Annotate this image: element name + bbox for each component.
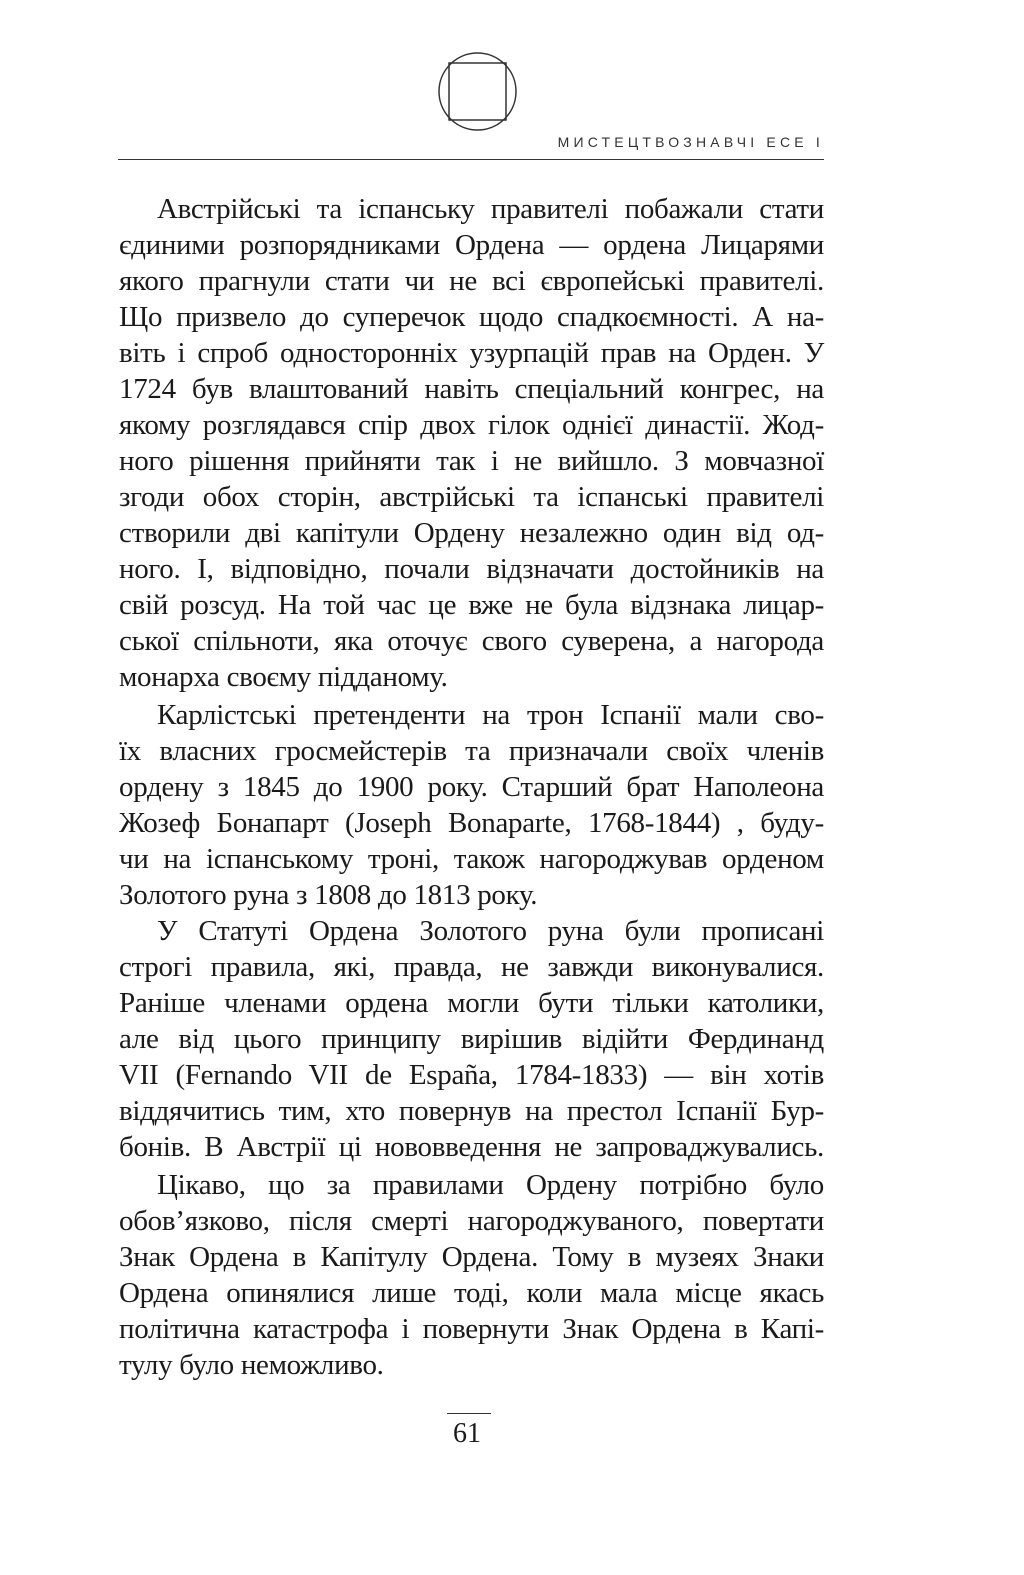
text-line: їх власних гросмейстерів та призначали своїх членів: [119, 735, 824, 767]
header-rule: [118, 159, 824, 160]
page-number: 61: [453, 1418, 481, 1449]
text-line: ного рішення прийняти так і не вийшло. З мовчазної: [119, 445, 824, 477]
text-line: Раніше членами ордена могли бути тільки католики,: [119, 987, 824, 1019]
text-line: якому розглядався спір двох гілок однієї династії. Жод-: [119, 409, 824, 441]
text-line: Що призвело до суперечок щодо спадкоємності. А на-: [119, 301, 824, 333]
text-line: Карлістські претенденти на трон Іспанії мали сво-: [157, 699, 824, 731]
text-line: Знак Ордена в Капітулу Ордена. Тому в музеях Знаки: [119, 1241, 824, 1273]
page-number-rule: [447, 1413, 491, 1414]
circle-square-emblem-icon: [437, 51, 518, 132]
text-line: згоди обох сторін, австрійські та іспанські правителі: [119, 481, 824, 513]
text-line: чи на іспанському троні, також нагороджував орденом: [119, 843, 824, 875]
text-line: Ордена опинялися лише тоді, коли мала місце якась: [119, 1277, 824, 1309]
text-line: віть і спроб односторонніх узурпацій прав на Орден. У: [119, 337, 824, 369]
text-line: Золотого руна з 1808 до 1813 року.: [119, 879, 538, 911]
text-line: бонів. В Австрії ці нововведення не запроваджувались.: [119, 1131, 824, 1163]
text-line: якого прагнули стати чи не всі європейські правителі.: [119, 265, 824, 297]
text-line: ордену з 1845 до 1900 року. Старший брат Наполеона: [119, 771, 824, 803]
text-line: ської спільноти, яка оточує свого суверена, а нагорода: [119, 625, 824, 657]
text-line: тулу було неможливо.: [119, 1349, 384, 1381]
text-line: VII (Fernando VII de España, 1784-1833) — він хотів: [119, 1059, 824, 1091]
text-line: Цікаво, що за правилами Ордену потрібно було: [157, 1169, 824, 1201]
text-line: Жозеф Бонапарт (Joseph Bonaparte, 1768-1844) , буду-: [119, 807, 824, 839]
text-line: свій розсуд. На той час це вже не була відзнака лицар-: [119, 589, 824, 621]
text-line: єдиними розпорядниками Ордена — ордена Лицарями: [119, 229, 824, 261]
text-line: ного. І, відповідно, почали відзначати достойників на: [119, 553, 824, 585]
running-head: МИСТЕЦТВОЗНАВЧІ ЕСЕ І: [557, 134, 824, 150]
text-line: 1724 був влаштований навіть спеціальний конгрес, на: [119, 373, 824, 405]
text-line: політична катастрофа і повернути Знак Ордена в Капі-: [119, 1313, 824, 1345]
text-line: віддячитись тим, хто повернув на престол Іспанії Бур-: [119, 1095, 824, 1127]
text-line: монарха своєму підданому.: [119, 661, 448, 693]
text-line: У Статуті Ордена Золотого руна були прописані: [157, 915, 824, 947]
text-line: створили дві капітули Ордену незалежно один від од-: [119, 517, 824, 549]
text-line: але від цього принципу вирішив відійти Фердинанд: [119, 1023, 824, 1055]
text-line: Австрійські та іспанську правителі побажали стати: [157, 193, 824, 225]
text-line: строгі правила, які, правда, не завжди виконувалися.: [119, 951, 824, 983]
text-line: обов’язково, після смерті нагороджуваного, повертати: [119, 1205, 824, 1237]
